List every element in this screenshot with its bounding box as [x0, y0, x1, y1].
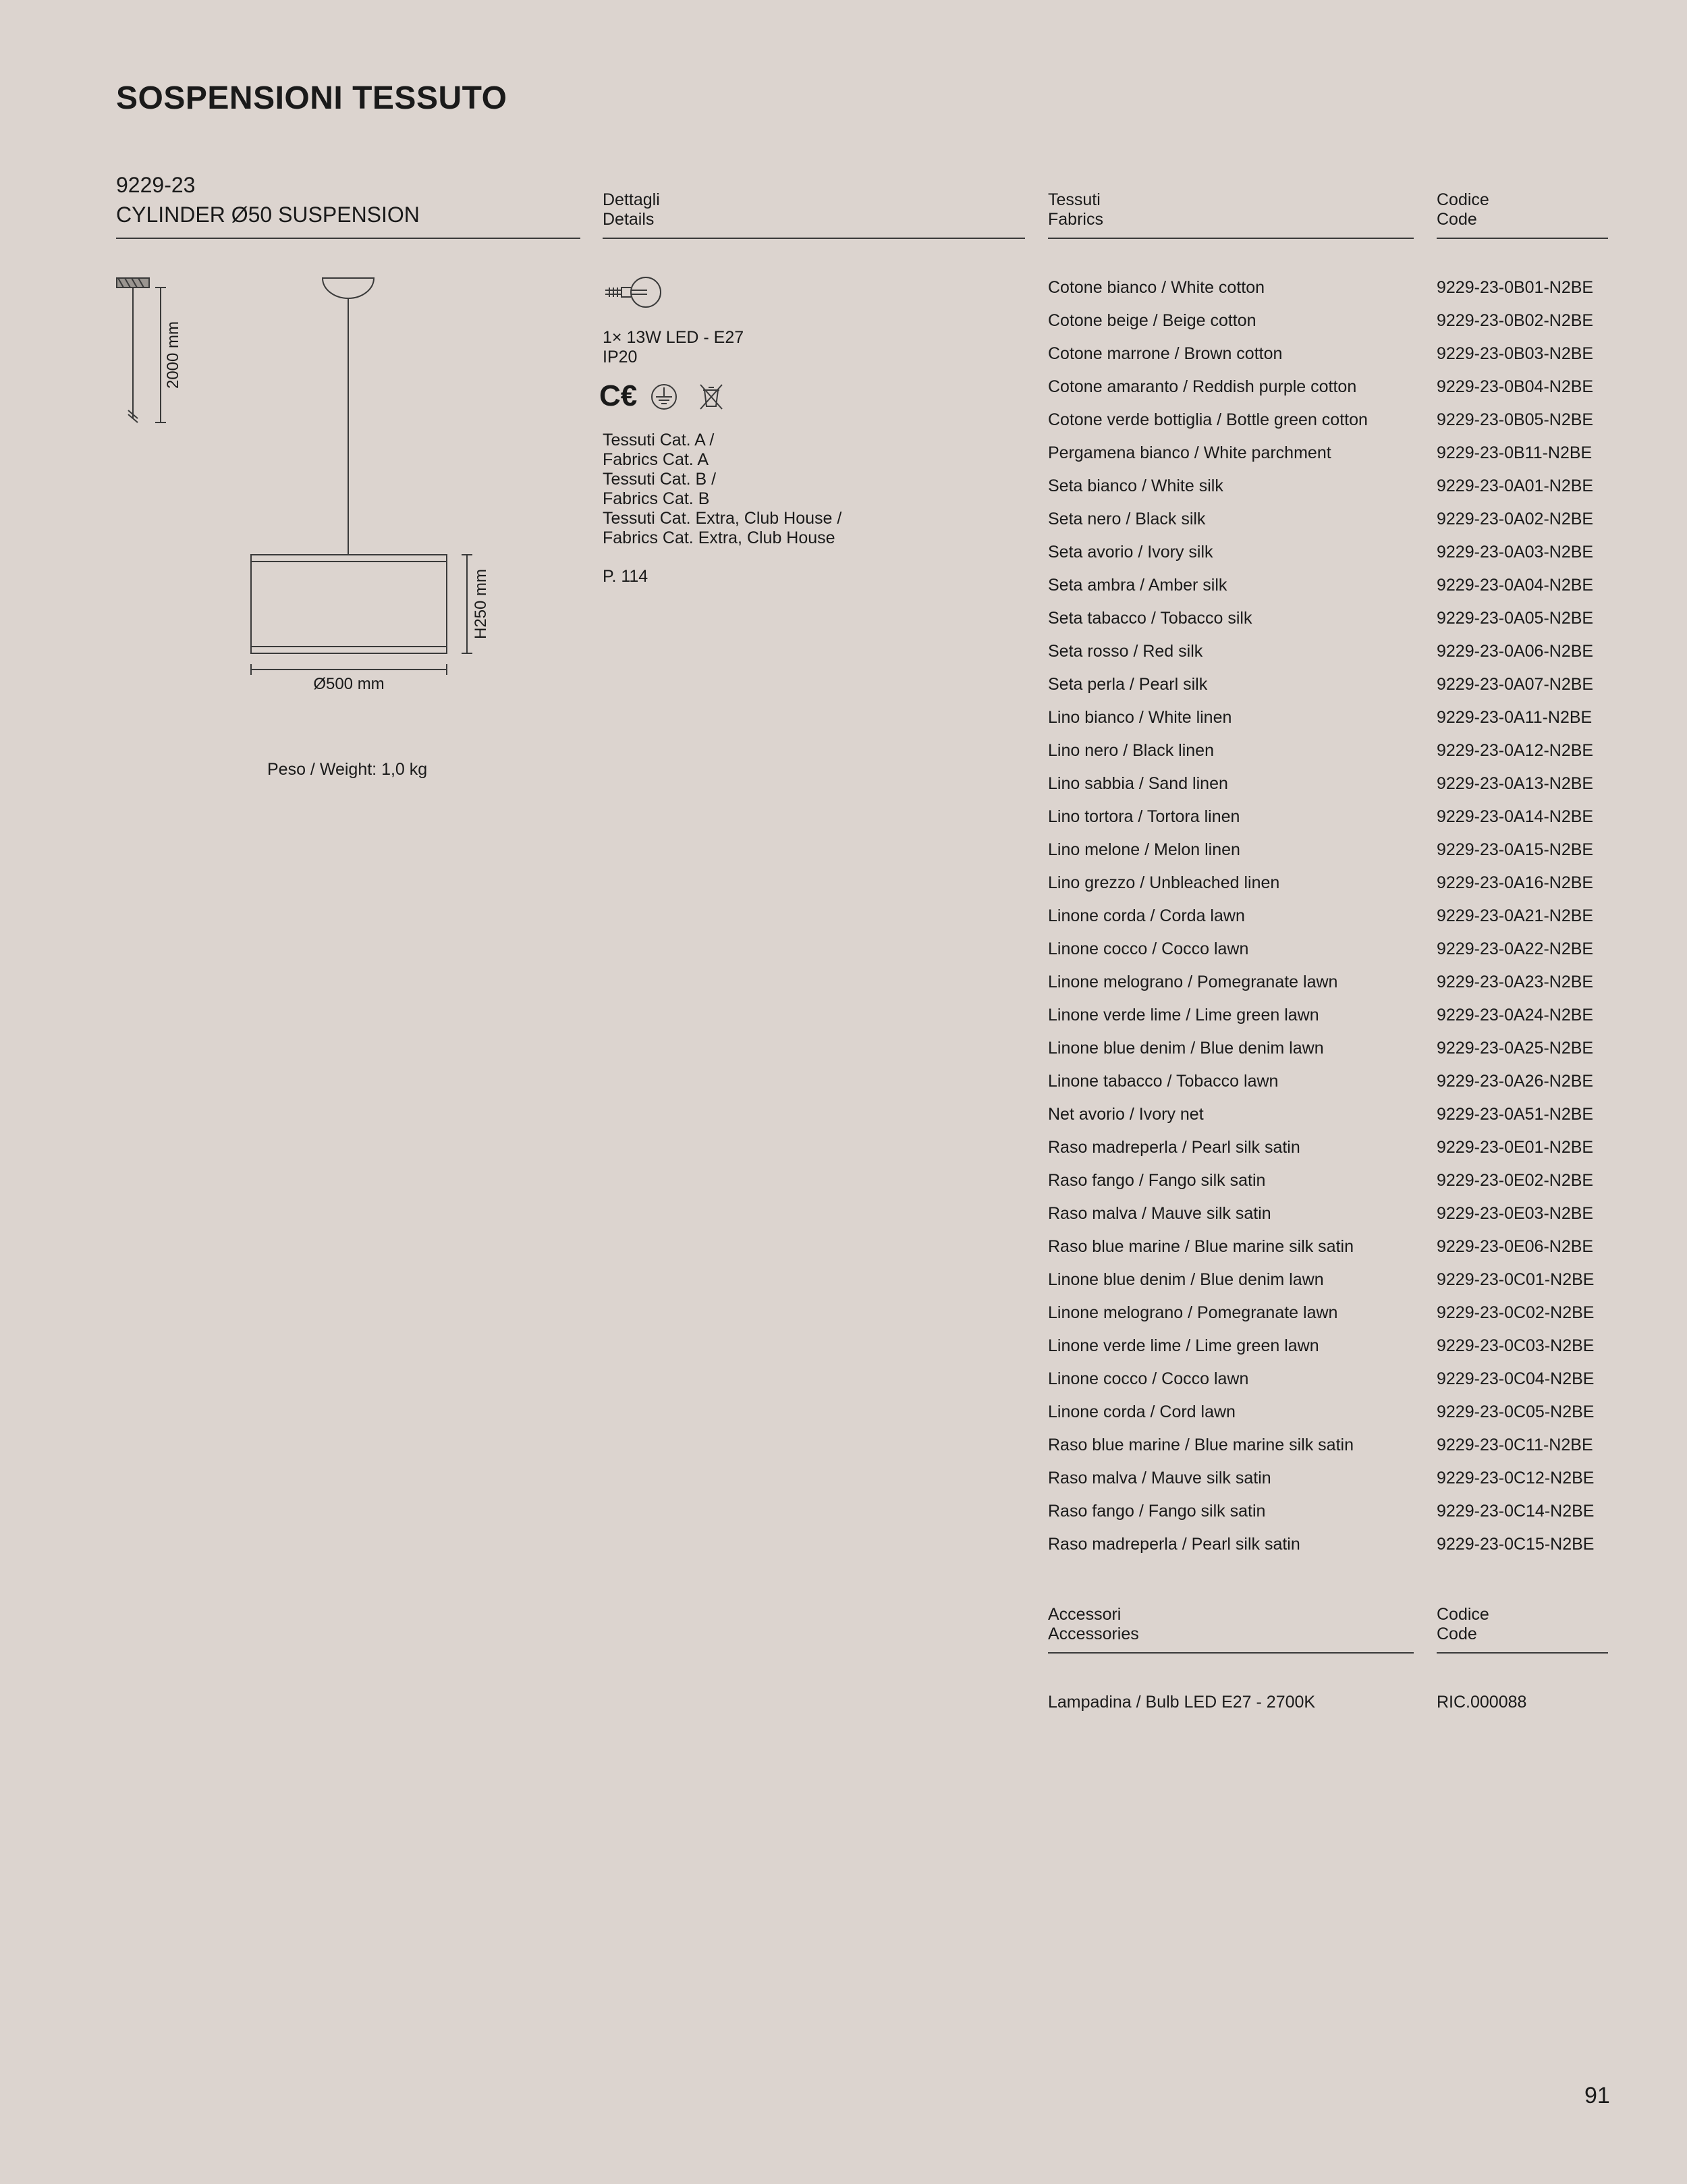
fabric-name: Raso madreperla / Pearl silk satin	[1048, 1138, 1300, 1157]
light-source: 1× 13W LED - E27	[603, 328, 744, 347]
fabric-code: 9229-23-0A04-N2BE	[1437, 576, 1594, 595]
accessory-code: RIC.000088	[1437, 1693, 1527, 1712]
fabric-code: 9229-23-0B11-N2BE	[1437, 443, 1593, 462]
fabric-code: 9229-23-0C05-N2BE	[1437, 1402, 1595, 1421]
page-reference: P. 114	[603, 567, 648, 586]
fabric-code: 9229-23-0C12-N2BE	[1437, 1469, 1595, 1487]
fabric-code: 9229-23-0C11-N2BE	[1437, 1436, 1593, 1454]
fabric-name: Raso madreperla / Pearl silk satin	[1048, 1535, 1300, 1554]
fabric-name: Raso fango / Fango silk satin	[1048, 1502, 1266, 1521]
details-header-rule	[603, 238, 1025, 239]
fabric-name: Net avorio / Ivory net	[1048, 1105, 1204, 1124]
fabric-name: Seta perla / Pearl silk	[1048, 675, 1208, 694]
fabric-code: 9229-23-0A06-N2BE	[1437, 642, 1594, 661]
fabric-code: 9229-23-0E01-N2BE	[1437, 1138, 1594, 1157]
diameter-label: Ø500 mm	[313, 675, 385, 693]
fabrics-code-header-rule	[1437, 238, 1608, 239]
fabric-code: 9229-23-0A07-N2BE	[1437, 675, 1594, 694]
light-source-specs	[603, 328, 744, 367]
fabric-code: 9229-23-0C15-N2BE	[1437, 1535, 1595, 1554]
page-number: 91	[1584, 2083, 1610, 2108]
fabric-name: Linone blue denim / Blue denim lawn	[1048, 1039, 1324, 1058]
fabric-code: 9229-23-0A13-N2BE	[1437, 774, 1594, 793]
fabric-name: Linone corda / Cord lawn	[1048, 1402, 1236, 1421]
front-view-lamp	[251, 278, 472, 675]
fabric-code: 9229-23-0C01-N2BE	[1437, 1270, 1595, 1289]
accessories-header	[1048, 1605, 1139, 1644]
bulb-icon	[603, 275, 663, 309]
fabric-category-line: Tessuti Cat. A /	[603, 431, 715, 449]
weight-label: Peso / Weight: 1,0 kg	[267, 760, 428, 779]
fabric-category-line: Fabrics Cat. Extra, Club House	[603, 528, 835, 547]
fabric-name: Lino sabbia / Sand linen	[1048, 774, 1228, 793]
fabric-name: Raso blue marine / Blue marine silk satin	[1048, 1436, 1354, 1454]
accessories-code-header-rule	[1437, 1652, 1608, 1654]
accessory-name: Lampadina / Bulb LED E27 - 2700K	[1048, 1693, 1316, 1712]
fabric-name: Pergamena bianco / White parchment	[1048, 443, 1331, 462]
fabric-code: 9229-23-0A16-N2BE	[1437, 873, 1594, 892]
fabric-code: 9229-23-0B05-N2BE	[1437, 410, 1594, 429]
fabric-name: Linone corda / Corda lawn	[1048, 906, 1245, 925]
product-code: 9229-23	[116, 173, 196, 197]
fabrics-header-en: Fabrics	[1048, 210, 1103, 229]
fabric-name: Linone melograno / Pomegranate lawn	[1048, 973, 1338, 991]
details-header-en: Details	[603, 210, 655, 229]
fabric-code: 9229-23-0A12-N2BE	[1437, 741, 1594, 760]
cable-length-label: 2000 mm	[164, 321, 182, 389]
fabric-code: 9229-23-0E06-N2BE	[1437, 1237, 1594, 1256]
fabric-name: Seta avorio / Ivory silk	[1048, 543, 1213, 562]
fabric-name: Lino tortora / Tortora linen	[1048, 807, 1240, 826]
fabric-name: Linone verde lime / Lime green lawn	[1048, 1336, 1319, 1355]
fabric-name: Raso malva / Mauve silk satin	[1048, 1204, 1271, 1223]
fabric-code: 9229-23-0A21-N2BE	[1437, 906, 1594, 925]
accessories-header-rule	[1048, 1652, 1414, 1654]
fabric-code: 9229-23-0A15-N2BE	[1437, 840, 1594, 859]
fabric-code: 9229-23-0C04-N2BE	[1437, 1369, 1595, 1388]
fabric-category-line: Tessuti Cat. B /	[603, 470, 717, 489]
fabric-code: 9229-23-0B04-N2BE	[1437, 377, 1594, 396]
fabric-name-list	[1048, 277, 1426, 1566]
fabric-code: 9229-23-0E03-N2BE	[1437, 1204, 1594, 1223]
fabric-code: 9229-23-0E02-N2BE	[1437, 1171, 1594, 1190]
fabric-code: 9229-23-0A25-N2BE	[1437, 1039, 1594, 1058]
fabric-name: Lino melone / Melon linen	[1048, 840, 1240, 859]
fabric-code: 9229-23-0C14-N2BE	[1437, 1502, 1595, 1521]
accessories-code-header	[1437, 1605, 1489, 1644]
fabric-categories	[603, 431, 841, 548]
fabric-code: 9229-23-0B02-N2BE	[1437, 311, 1594, 330]
fabric-code: 9229-23-0B03-N2BE	[1437, 344, 1594, 363]
fabric-code: 9229-23-0C03-N2BE	[1437, 1336, 1595, 1355]
fabric-name: Linone melograno / Pomegranate lawn	[1048, 1303, 1338, 1322]
fabric-name: Cotone verde bottiglia / Bottle green cotton	[1048, 410, 1368, 429]
accessories-header-en: Accessories	[1048, 1625, 1139, 1643]
product-header-rule	[116, 238, 580, 239]
fabrics-header-it: Tessuti	[1048, 190, 1101, 209]
fabric-code: 9229-23-0A01-N2BE	[1437, 476, 1594, 495]
fabric-name: Seta bianco / White silk	[1048, 476, 1223, 495]
fabric-name: Linone tabacco / Tobacco lawn	[1048, 1072, 1279, 1091]
fabric-name: Cotone marrone / Brown cotton	[1048, 344, 1283, 363]
fabric-name: Linone verde lime / Lime green lawn	[1048, 1006, 1319, 1025]
fabric-name: Linone cocco / Cocco lawn	[1048, 939, 1249, 958]
accessories-code-header-en: Code	[1437, 1625, 1477, 1643]
fabric-code-list	[1437, 277, 1612, 1566]
fabric-code: 9229-23-0A23-N2BE	[1437, 973, 1594, 991]
fabric-category-line: Fabrics Cat. A	[603, 450, 709, 469]
fabric-code: 9229-23-0A24-N2BE	[1437, 1006, 1594, 1025]
fabric-code: 9229-23-0B01-N2BE	[1437, 278, 1594, 297]
fabric-code: 9229-23-0A51-N2BE	[1437, 1105, 1594, 1124]
fabric-name: Cotone bianco / White cotton	[1048, 278, 1265, 297]
fabric-category-line: Tessuti Cat. Extra, Club House /	[603, 509, 842, 528]
no-bin-disposal-icon	[696, 382, 726, 412]
product-name: CYLINDER Ø50 SUSPENSION	[116, 202, 420, 227]
ip-rating: IP20	[603, 348, 638, 366]
fabric-name: Seta rosso / Red silk	[1048, 642, 1203, 661]
page-title: SOSPENSIONI TESSUTO	[116, 80, 507, 116]
fabric-code: 9229-23-0A22-N2BE	[1437, 939, 1594, 958]
fabric-name: Linone cocco / Cocco lawn	[1048, 1369, 1249, 1388]
details-header-it: Dettagli	[603, 190, 660, 209]
fabric-name: Lino grezzo / Unbleached linen	[1048, 873, 1280, 892]
fabric-code: 9229-23-0A11-N2BE	[1437, 708, 1593, 727]
fabric-category-line: Fabrics Cat. B	[603, 489, 710, 508]
fabrics-header	[1048, 190, 1103, 229]
fabric-code: 9229-23-0A02-N2BE	[1437, 510, 1594, 528]
fabric-name: Seta tabacco / Tobacco silk	[1048, 609, 1252, 628]
fabrics-code-header-it: Codice	[1437, 190, 1489, 209]
accessories-code-header-it: Codice	[1437, 1605, 1489, 1624]
fabric-code: 9229-23-0A14-N2BE	[1437, 807, 1594, 826]
fabric-name: Lino bianco / White linen	[1048, 708, 1232, 727]
fabric-code: 9229-23-0A26-N2BE	[1437, 1072, 1594, 1091]
fabric-code: 9229-23-0C02-N2BE	[1437, 1303, 1595, 1322]
fabric-name: Seta nero / Black silk	[1048, 510, 1206, 528]
fabric-name: Cotone amaranto / Reddish purple cotton	[1048, 377, 1357, 396]
class-one-earth-icon	[649, 382, 679, 412]
fabric-name: Raso malva / Mauve silk satin	[1048, 1469, 1271, 1487]
fabrics-code-header-en: Code	[1437, 210, 1477, 229]
height-label: H250 mm	[472, 568, 490, 640]
fabrics-code-header	[1437, 190, 1489, 229]
fabric-code: 9229-23-0A03-N2BE	[1437, 543, 1594, 562]
fabric-name: Cotone beige / Beige cotton	[1048, 311, 1256, 330]
fabric-name: Seta ambra / Amber silk	[1048, 576, 1227, 595]
fabric-name: Raso fango / Fango silk satin	[1048, 1171, 1266, 1190]
suspension-drawing	[108, 270, 490, 702]
fabric-name: Linone blue denim / Blue denim lawn	[1048, 1270, 1324, 1289]
ce-mark-icon: C€	[599, 379, 638, 412]
fabric-name: Raso blue marine / Blue marine silk satin	[1048, 1237, 1354, 1256]
fabrics-header-rule	[1048, 238, 1414, 239]
details-header	[603, 190, 660, 229]
fabric-name: Lino nero / Black linen	[1048, 741, 1214, 760]
accessories-header-it: Accessori	[1048, 1605, 1122, 1624]
fabric-code: 9229-23-0A05-N2BE	[1437, 609, 1594, 628]
side-view-cable	[117, 278, 166, 422]
